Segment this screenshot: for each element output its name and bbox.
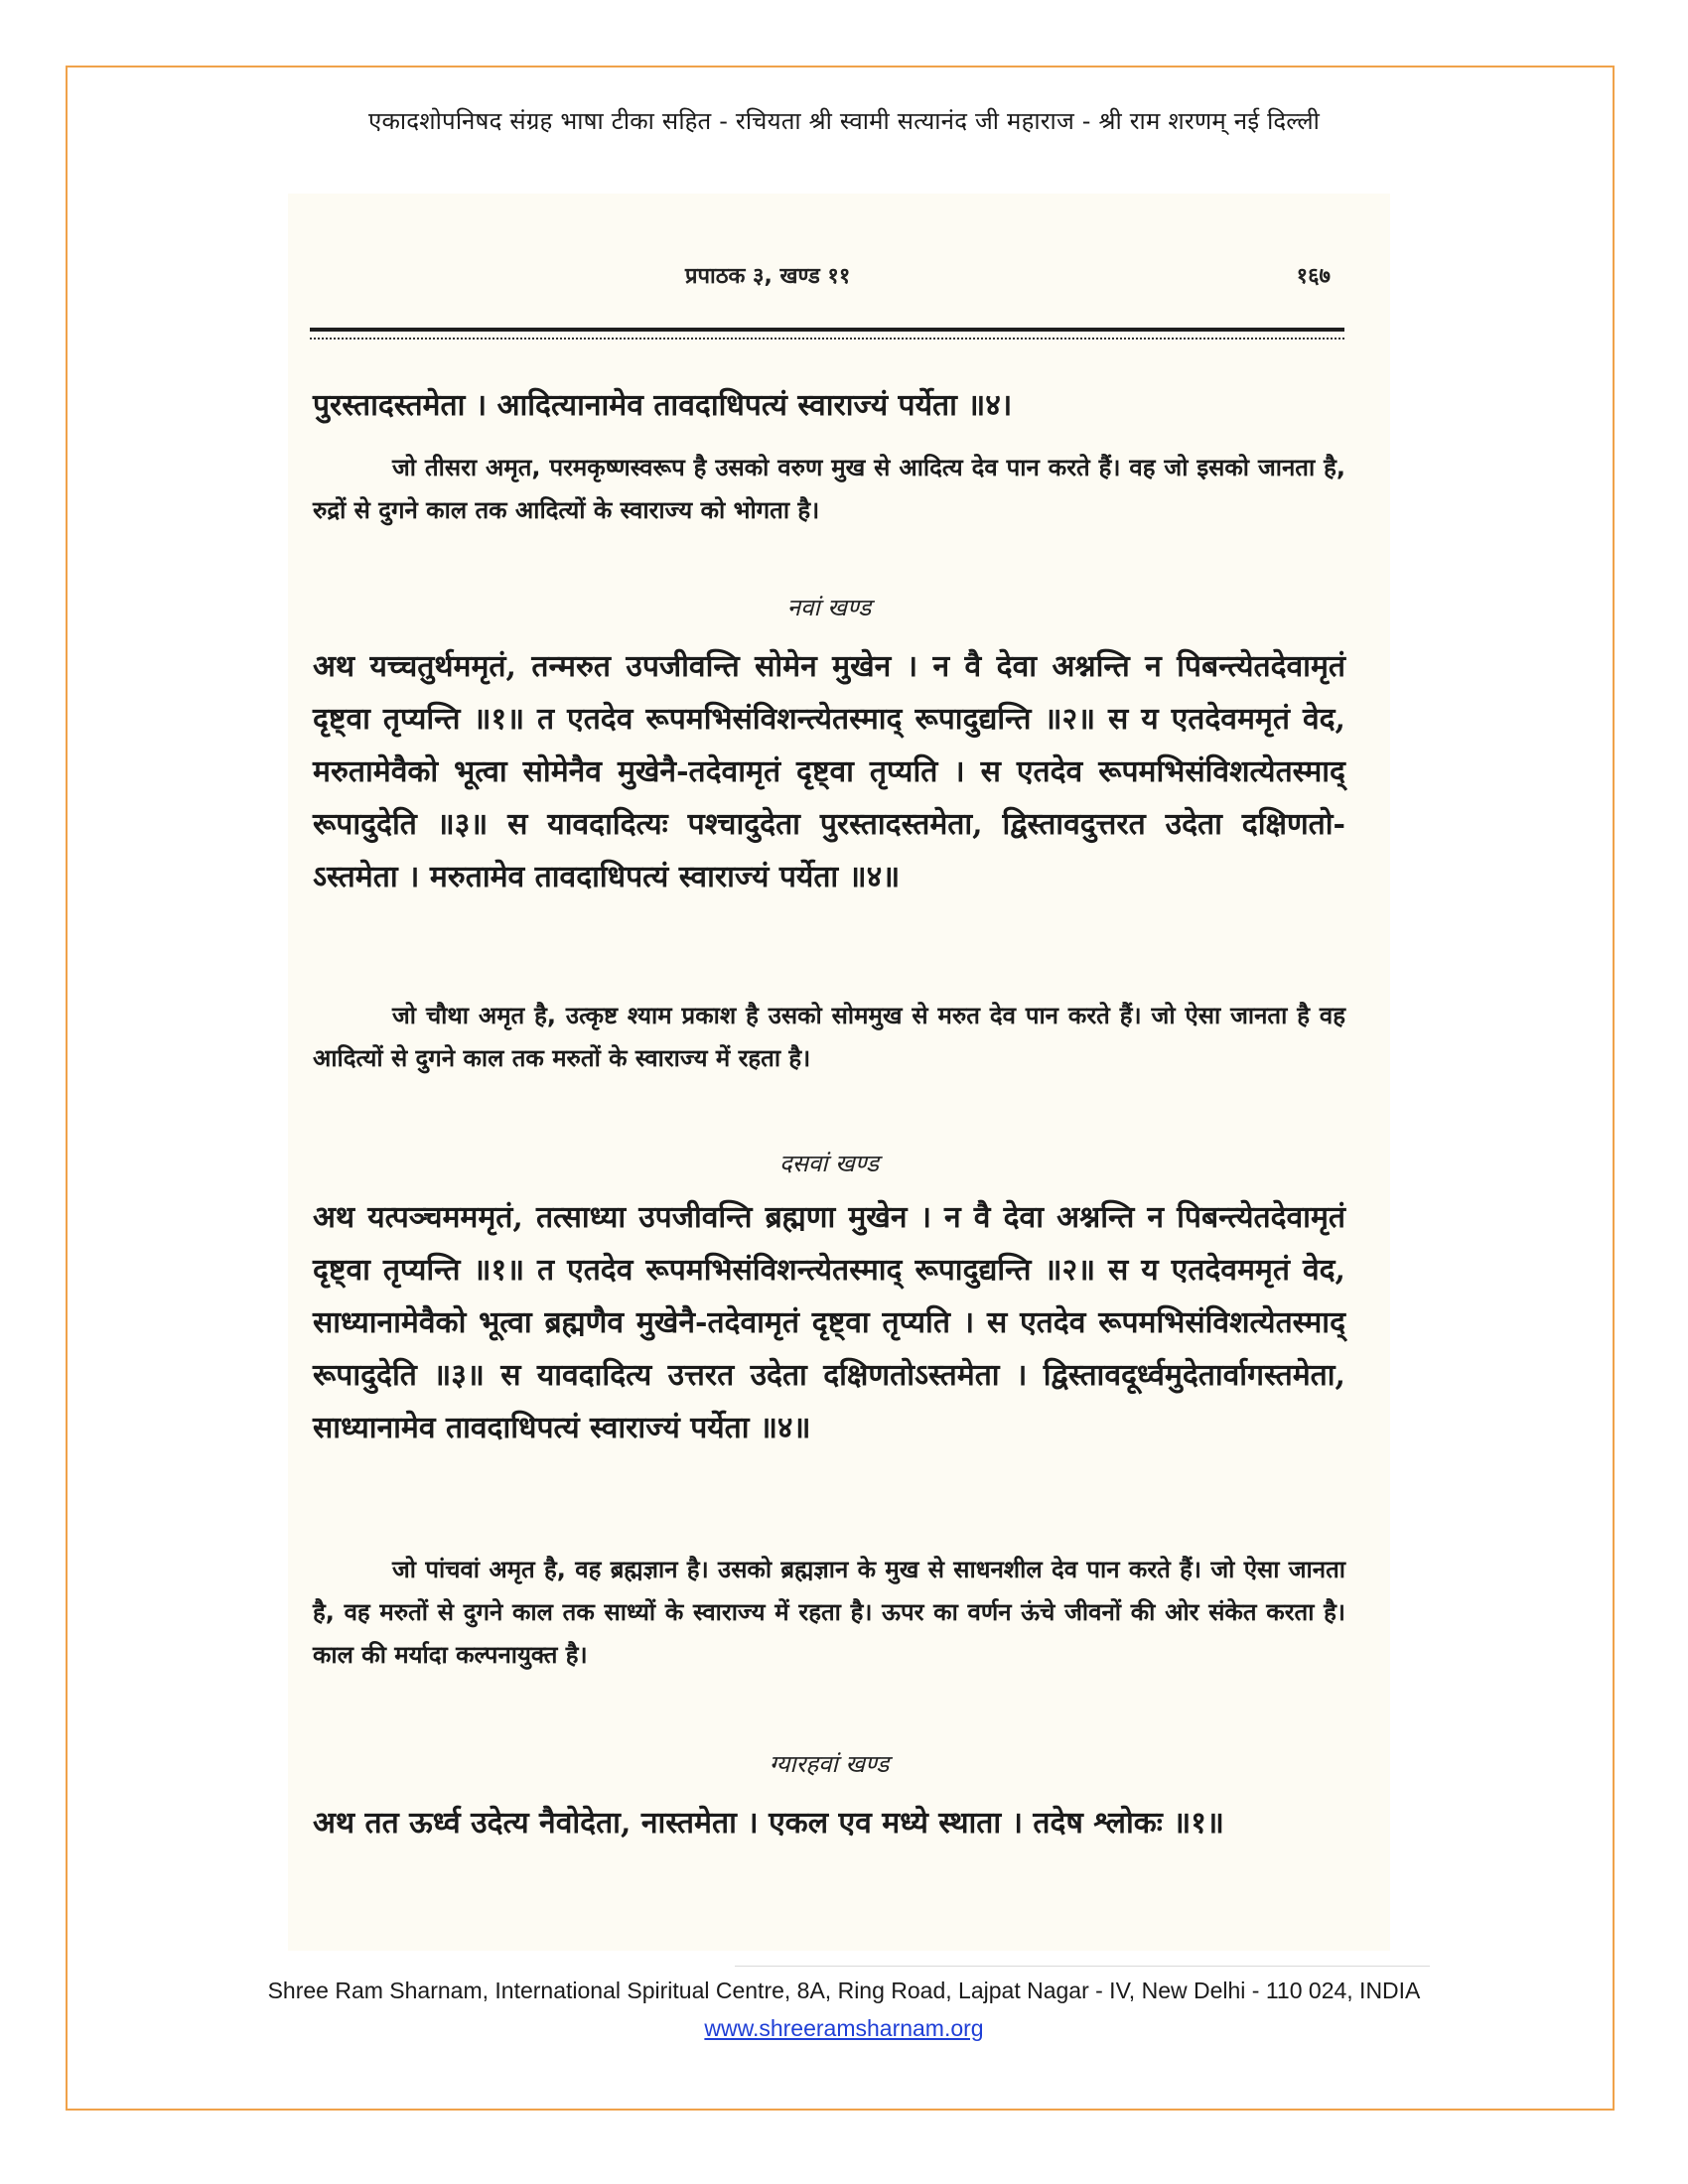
section-heading-block bbox=[313, 1747, 1345, 1780]
verse-text: अथ तत ऊर्ध्व उदेत्य नैवोदेता, नास्तमेता । एकल एव मध्ये स्थाता । तदेष श्लोकः ॥१॥ bbox=[313, 1806, 1224, 1841]
commentary-block bbox=[313, 447, 1345, 532]
commentary-block bbox=[313, 995, 1345, 1080]
verse-block bbox=[313, 1191, 1345, 1454]
section-heading-block bbox=[313, 591, 1345, 623]
verse-block bbox=[313, 640, 1345, 903]
footer-address: Shree Ram Sharnam, International Spiritual Centre, 8A, Ring Road, Lajpat Nagar - IV, New Delhi - 110 024, INDIA bbox=[267, 1978, 1421, 2003]
section-title: ग्यारहवां खण्ड bbox=[769, 1750, 890, 1778]
header-rule bbox=[310, 328, 1344, 332]
commentary-text: जो चौथा अमृत है, उत्कृष्ट श्याम प्रकाश है उसको सोममुख से मरुत देव पान करते हैं। जो ऐसा जानता है वह आदित्यों से दुगने काल तक मरुतों के स्वाराज्य में रहता है। bbox=[313, 1002, 1345, 1072]
commentary-block bbox=[313, 1549, 1345, 1677]
footer-divider bbox=[735, 1966, 1430, 1967]
header-rule-dotted bbox=[310, 338, 1344, 340]
commentary-text: जो तीसरा अमृत, परमकृष्णस्वरूप है उसको वरुण मुख से आदित्य देव पान करते हैं। वह जो इसको जानता है, रुद्रों से दुगने काल तक आदित्यों के स्वाराज्य को भोगता है। bbox=[313, 454, 1345, 524]
page-number: १६७ bbox=[1296, 264, 1331, 289]
website-link[interactable]: www.shreeramsharnam.org bbox=[704, 2015, 984, 2041]
verse-text: अथ यच्चतुर्थममृतं, तन्मरुत उपजीवन्ति सोमेन मुखेन । न वै देवा अश्नन्ति न पिबन्त्येतदेवामृतं दृष्ट्वा तृप्यन्ति ॥१॥ त एतदेव रूपमभिसंविशन्त्येतस्माद् रूपादुद्यन्ति ॥२॥ स य एतदेवममृतं वेद, मरुतामेवैको भूत्वा सोमेनैव मुखेनै-तदेवामृतं दृष्ट्वा तृप्यति । स एतदेव रूपमभिसंविशत्येतस्माद् रूपादुदेति ॥३॥ स यावदादित्यः पश्चादुदेता पुरस्तादस्तमेता, द्विस्तावदुत्तरत उदेता दक्षिणतो-ऽस्तमेता । मरुतामेव तावदाधिपत्यं स्वाराज्यं पर्येता ॥४॥ bbox=[313, 649, 1345, 894]
running-head bbox=[387, 260, 1340, 300]
footer-website bbox=[0, 2015, 1688, 2042]
verse-block bbox=[313, 1797, 1345, 1849]
commentary-text: जो पांचवां अमृत है, वह ब्रह्मज्ञान है। उसको ब्रह्मज्ञान के मुख से साधनशील देव पान करते हैं। जो ऐसा जानता है, वह मरुतों से दुगने काल तक साध्यों के स्वाराज्य में रहता है। ऊपर का वर्णन ऊंचे जीवनों की ओर संकेत करता है। काल की मर्यादा कल्पनायुक्त है। bbox=[313, 1556, 1345, 1669]
section-title: दसवां खण्ड bbox=[778, 1150, 880, 1177]
verse-text: अथ यत्पञ्चमममृतं, तत्साध्या उपजीवन्ति ब्रह्मणा मुखेन । न वै देवा अश्नन्ति न पिबन्त्येतदेवामृतं दृष्ट्वा तृप्यन्ति ॥१॥ त एतदेव रूपमभिसंविशन्त्येतस्माद् रूपादुद्यन्ति ॥२॥ स य एतदेवममृतं वेद, साध्यानामेवैको भूत्वा ब्रह्मणैव मुखेनै-तदेवामृतं दृष्ट्वा तृप्यति । स एतदेव रूपमभिसंविशत्येतस्माद् रूपादुदेति ॥३॥ स यावदादित्य उत्तरत उदेता दक्षिणतोऽस्तमेता । द्विस्तावदूर्ध्वमुदेतार्वागस्तमेता, साध्यानामेव तावदाधिपत्यं स्वाराज्यं पर्येता ॥४॥ bbox=[313, 1200, 1345, 1445]
running-head-section: प्रपाठक ३, खण्ड ११ bbox=[685, 264, 851, 289]
verse-block bbox=[313, 379, 1345, 432]
section-title: नवां खण्ड bbox=[786, 594, 872, 621]
verse-text: पुरस्तादस्तमेता । आदित्यानामेव तावदाधिपत्यं स्वाराज्यं पर्येता ॥४। bbox=[313, 388, 1013, 423]
section-heading-block bbox=[313, 1147, 1345, 1179]
document-caption: एकादशोपनिषद संग्रह भाषा टीका सहित - रचियता श्री स्वामी सत्यानंद जी महाराज - श्री राम शरणम् नई दिल्ली bbox=[367, 107, 1321, 135]
